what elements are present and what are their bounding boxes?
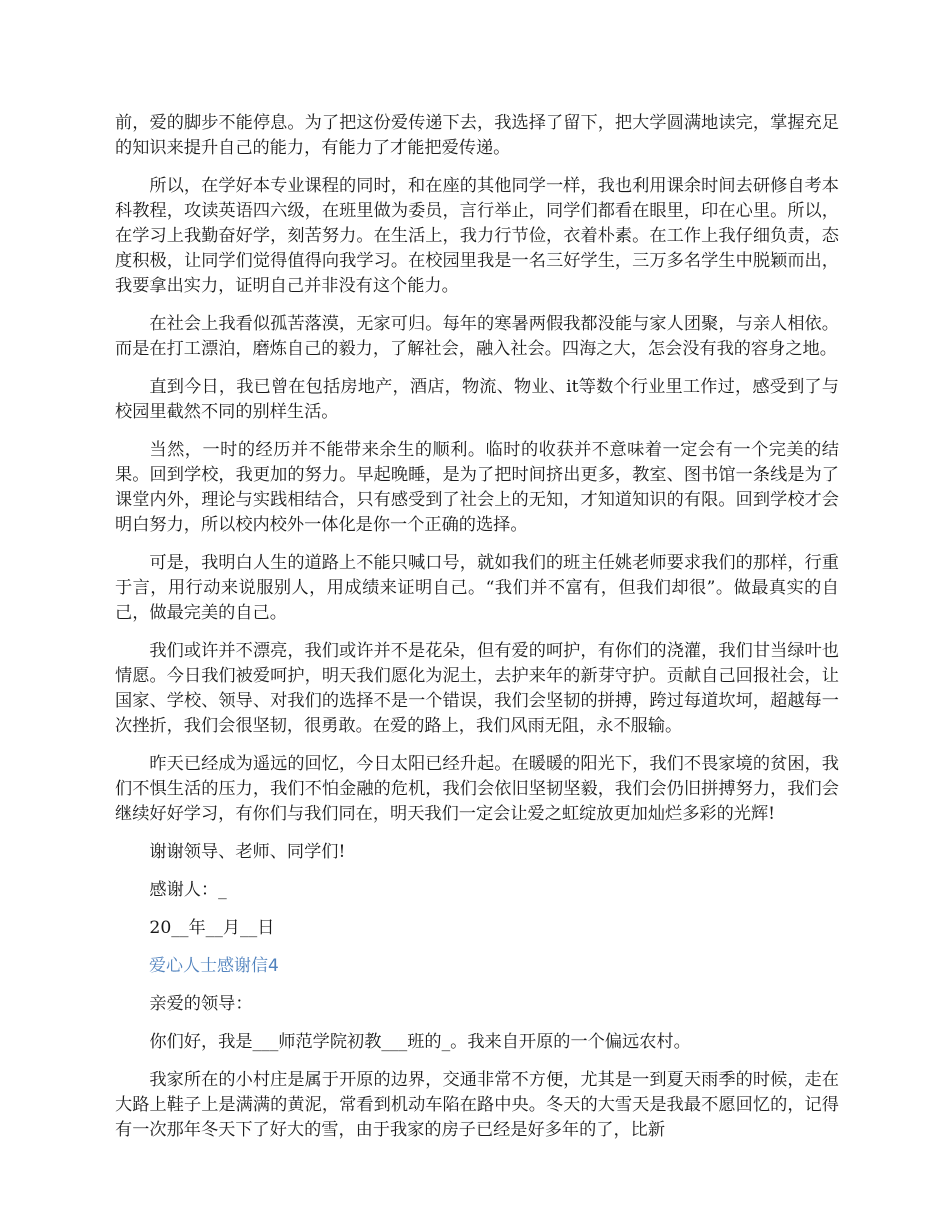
paragraph-hometown: 我家所在的小村庄是属于开原的边界，交通非常不方便，尤其是一到夏天雨季的时候，走在大路上鞋子上是满满的黄泥，常看到机动车陷在路中央。冬天的大雪天是我最不愿回忆的，记得有一次那年冬天下了好大的雪，由于我家的房子已经是好多年的了，比新: [115, 1070, 839, 1140]
paragraph-society: 在社会上我看似孤苦落漠，无家可归。每年的寒暑两假我都没能与家人团聚，与亲人相依。而是在打工漂泊，磨炼自己的毅力，了解社会，融入社会。四海之大，怎会没有我的容身之地。: [115, 314, 839, 359]
paragraph-green-leaves: 我们或许并不漂亮，我们或许并不是花朵，但有爱的呵护，有你们的浇灌，我们甘当绿叶也情愿。今日我们被爱呵护，明天我们愿化为泥土，去护来年的新芽守护。贡献自己回报社会，让国家、学校、领导、对我们的选择不是一个错误，我们会坚韧的拼搏，跨过每道坎坷，超越每一次挫折，我们会很坚韧，很勇敢。在爱的路上，我们风雨无阻，永不服输。: [115, 641, 839, 736]
signer-line: 感谢人：_: [149, 880, 227, 900]
date-line: 20__年__月__日: [149, 918, 275, 938]
section-heading: 爱心人士感谢信4: [149, 956, 279, 976]
paragraph-continuation: 前，爱的脚步不能停息。为了把这份爱传递下去，我选择了留下，把大学圆满地读完，掌握充足的知识来提升自己的能力，有能力了才能把爱传递。: [115, 113, 839, 158]
paragraph-return-to-school: 当然，一时的经历并不能带来余生的顺利。临时的收获并不意味着一定会有一个完美的结果。回到学校，我更加的努力。早起晚睡，是为了把时间挤出更多，教室、图书馆一条线是为了课堂内外，理论与实践相结合，只有感受到了社会上的无知，才知道知识的有限。回到学校才会明白努力，所以校内校外一体化是你一个正确的选择。: [115, 440, 839, 535]
greeting: 你们好，我是___师范学院初教___班的_。我来自开原的一个偏远农村。: [149, 1032, 691, 1052]
paragraph-actions: 可是，我明白人生的道路上不能只喊口号，就如我们的班主任姚老师要求我们的那样，行重于言，用行动来说服别人，用成绩来证明自己。“我们并不富有，但我们却很”。做最真实的自己，做最完美的自己。: [115, 553, 839, 623]
salutation: 亲爱的领导：: [149, 994, 253, 1014]
thanks-line: 谢谢领导、老师、同学们!: [149, 842, 346, 862]
paragraph-tomorrow: 昨天已经成为遥远的回忆，今日太阳已经升起。在暖暖的阳光下，我们不畏家境的贫困，我们不惧生活的压力，我们不怕金融的危机，我们会依旧坚韧坚毅，我们会仍旧拼搏努力，我们会继续好好学习，有你们与我们同在，明天我们一定会让爱之虹绽放更加灿烂多彩的光辉!: [115, 754, 839, 824]
paragraph-study: 所以，在学好本专业课程的同时，和在座的其他同学一样，我也利用课余时间去研修自考本科教程，攻读英语四六级，在班里做为委员，言行举止，同学们都看在眼里，印在心里。所以，在学习上我勤奋好学，刻苦努力。在生活上，我力行节俭，衣着朴素。在工作上我仔细负责，态度积极，让同学们觉得值得向我学习。在校园里我是一名三好学生，三万多名学生中脱颖而出，我要拿出实力，证明自己并非没有这个能力。: [115, 176, 839, 296]
paragraph-work-experience: 直到今日，我已曾在包括房地产，酒店，物流、物业、it等数个行业里工作过，感受到了与校园里截然不同的别样生活。: [115, 377, 839, 422]
document-body: [115, 111, 839, 1156]
